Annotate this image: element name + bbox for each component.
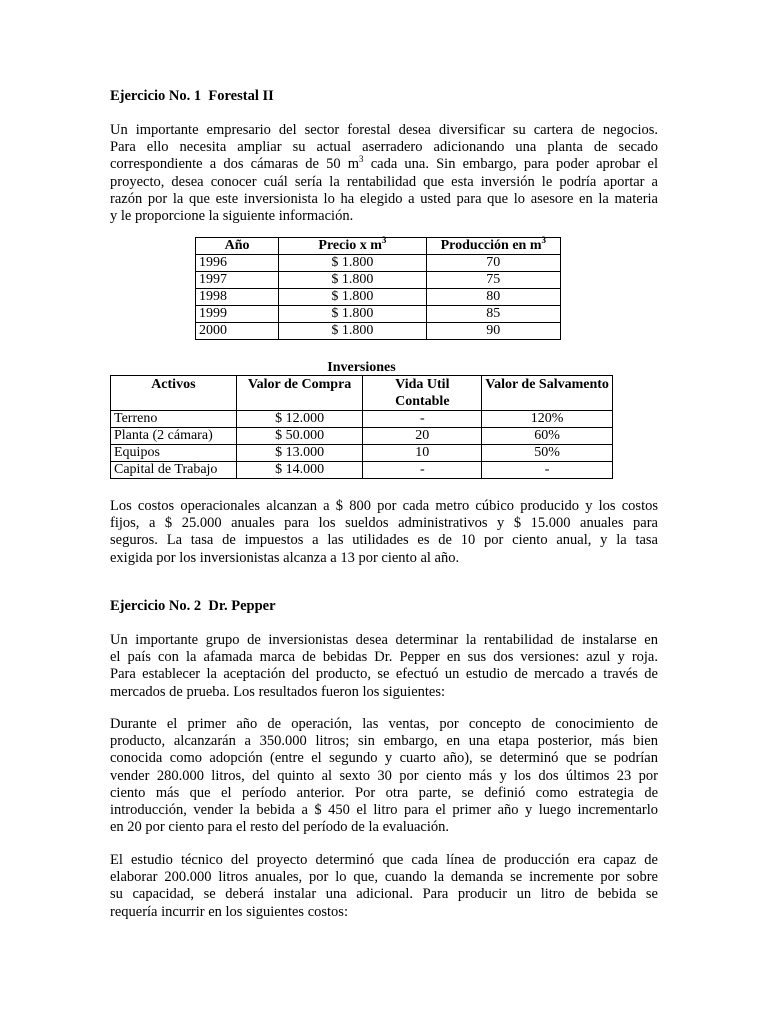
cell-salvage: 50% — [482, 445, 613, 462]
col-header-purchase-value: Valor de Compra — [236, 376, 363, 411]
text-line: Para ello necesita ampliar su actual aserradero adicionando una planta de secado — [110, 139, 658, 156]
superscript: 3 — [359, 154, 364, 165]
cell-salvage: - — [482, 462, 613, 479]
table-row — [196, 289, 561, 306]
table-row — [111, 462, 613, 479]
cell-life: - — [363, 462, 482, 479]
exercise2-paragraph-3 — [110, 852, 658, 921]
cell-price: $ 1.800 — [279, 255, 426, 272]
text-line: mercados de prueba. Los resultados fueron los siguientes: — [110, 683, 446, 700]
table-row — [111, 428, 613, 445]
text-line: vender 280.000 litros, del quinto al sexto 30 por ciento más y los dos últimos 23 por — [110, 767, 658, 784]
cell-year: 1996 — [196, 255, 279, 272]
table-header-row — [111, 376, 613, 411]
cell-salvage: 60% — [482, 428, 613, 445]
col-header-year: Año — [196, 238, 279, 255]
text-line: El estudio técnico del proyecto determinó que cada línea de producción era capaz de — [110, 852, 658, 868]
text-line: conocida como adopción (entre el segundo y cuarto año), se determinó que se podrían — [110, 750, 658, 767]
text-line: producto, alcanzarán a 350.000 litros; sin embargo, en una etapa posterior, más bien — [110, 733, 658, 750]
text-segment: correspondiente a dos cámaras de 50 m — [110, 156, 360, 173]
exercise2-paragraph-2 — [110, 716, 658, 836]
text-line: Los costos operacionales alcanzan a $ 800 por cada metro cúbico producido y los costos — [110, 498, 658, 514]
cell-year: 2000 — [196, 323, 279, 340]
text-line: Un importante empresario del sector forestal desea diversificar su cartera de negocios. — [110, 122, 658, 138]
col-header-assets: Activos — [111, 376, 237, 411]
text-line: ciento más que el período anterior. Por otra parte, se definió como estrategia de — [110, 784, 658, 801]
text-line: Un importante grupo de inversionistas desea determinar la rentabilidad de instalarse en — [110, 632, 658, 648]
cell-asset: Planta (2 cámara) — [111, 428, 237, 445]
superscript: 3 — [381, 235, 387, 245]
cell-year: 1997 — [196, 272, 279, 289]
col-header-salvage-value: Valor de Salvamento — [482, 376, 613, 411]
exercise1-intro — [110, 122, 658, 225]
cell-price: $ 1.800 — [279, 272, 426, 289]
text-line: requería incurrir en los siguientes costos: — [110, 903, 348, 920]
cell-life: - — [363, 411, 482, 428]
cell-asset: Terreno — [111, 411, 237, 428]
text-line: Durante el primer año de operación, las ventas, por concepto de conocimiento de — [110, 716, 658, 732]
table-row — [111, 411, 613, 428]
cell-purchase: $ 13.000 — [236, 445, 363, 462]
cell-purchase: $ 12.000 — [236, 411, 363, 428]
text-line: elaborar 200.000 litros anuales, por lo que, cuando la demanda se incremente por sobre — [110, 869, 658, 886]
header-text: Precio x m — [318, 238, 382, 253]
investments-caption: Inversiones — [327, 360, 396, 375]
text-line: exigida por los inversionistas alcanza a 13 por ciento al año. — [110, 549, 460, 566]
header-text: Producción en m — [440, 238, 542, 253]
exercise2-title: Ejercicio No. 2 Dr. Pepper — [110, 598, 276, 614]
table-row — [111, 445, 613, 462]
superscript: 3 — [541, 235, 546, 245]
production-table — [195, 237, 561, 340]
exercise1-title: Ejercicio No. 1 Forestal II — [110, 88, 274, 104]
table-row — [196, 272, 561, 289]
cell-asset: Capital de Trabajo — [111, 462, 237, 479]
cell-production: 80 — [426, 289, 560, 306]
col-header-production — [426, 235, 560, 255]
table-header-row — [196, 238, 561, 255]
text-line: fijos, a $ 25.000 anuales para los sueldos administrativos y $ 15.000 anuales para — [110, 515, 658, 532]
cell-life: 20 — [363, 428, 482, 445]
exercise1-costs — [110, 498, 658, 567]
text-line: Para establecer la aceptación del producto, se efectuó un estudio de mercado a través de — [110, 666, 658, 683]
cell-production: 70 — [426, 255, 560, 272]
cell-year: 1999 — [196, 306, 279, 323]
cell-life: 10 — [363, 445, 482, 462]
table-row — [196, 255, 561, 272]
text-line — [110, 156, 658, 173]
text-line: introducción, vender la bebida a $ 450 el litro para el primer año y luego incrementarlo — [110, 801, 658, 818]
table-row — [196, 306, 561, 323]
cell-price: $ 1.800 — [279, 289, 426, 306]
cell-price: $ 1.800 — [279, 323, 426, 340]
cell-purchase: $ 14.000 — [236, 462, 363, 479]
cell-production: 85 — [426, 306, 560, 323]
cell-salvage: 120% — [482, 411, 613, 428]
cell-purchase: $ 50.000 — [236, 428, 363, 445]
text-line: en 20 por ciento para el resto del período de la evaluación. — [110, 819, 450, 836]
text-line: y le proporcione la siguiente información. — [110, 207, 354, 224]
cell-asset: Equipos — [111, 445, 237, 462]
text-line: su capacidad, se deberá instalar una adicional. Para producir un litro de bebida se — [110, 886, 658, 903]
cell-price: $ 1.800 — [279, 306, 426, 323]
cell-production: 75 — [426, 272, 560, 289]
cell-production: 90 — [426, 323, 560, 340]
table-row — [196, 323, 561, 340]
col-header-price — [279, 235, 426, 255]
investments-table — [110, 375, 613, 479]
text-line: razón por la que este inversionista lo ha elegido a usted para que lo asesore en la materia — [110, 190, 658, 207]
text-segment: cada una. Sin embargo, para poder aprobar el — [363, 156, 659, 173]
text-line: seguros. La tasa de impuestos a las utilidades es de 10 por ciento anual, y la tasa — [110, 532, 658, 549]
col-header-useful-life: Vida Util Contable — [363, 376, 482, 411]
text-line: el país con la afamada marca de bebidas Dr. Pepper en sus dos versiones: azul y roja. — [110, 649, 658, 666]
cell-year: 1998 — [196, 289, 279, 306]
exercise2-paragraph-1 — [110, 632, 658, 701]
text-line: proyecto, desea conocer cuál sería la rentabilidad que esta inversión le podría aportar a — [110, 173, 658, 190]
